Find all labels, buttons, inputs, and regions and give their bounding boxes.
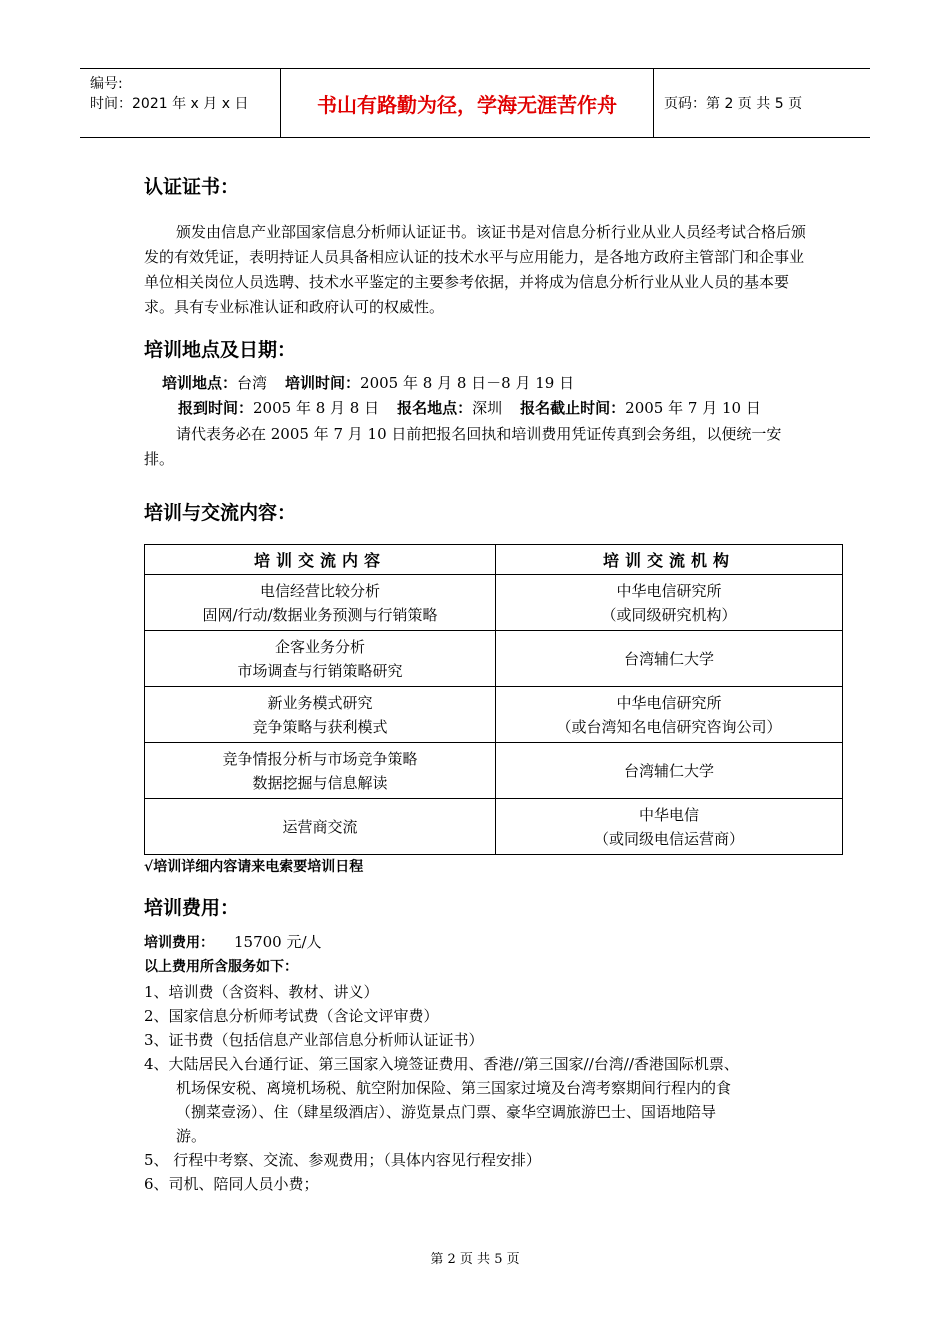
certificate-heading: 认证证书：: [144, 176, 240, 198]
document-header: [80, 68, 870, 138]
table-row: [145, 743, 843, 799]
deadline-label: 报名截止时间：: [520, 399, 626, 417]
table-row: [145, 799, 843, 855]
org-line: 台湾辅仁大学: [623, 649, 714, 668]
topic-line: 竞争情报分析与市场竞争策略: [222, 749, 418, 768]
topic-line: 市场调查与行销策略研究: [237, 661, 403, 680]
place-label: 培训地点：: [162, 374, 238, 392]
list-item: 3、证书费（包括信息产业部信息分析师认证证书）: [144, 1031, 484, 1049]
content-table: [144, 544, 843, 855]
table-header-row: [145, 545, 843, 575]
page-code-text: 页码：第 2 页 共 5 页: [664, 96, 803, 112]
table-row: [145, 631, 843, 687]
org-cell: [496, 687, 843, 743]
org-line: 中华电信研究所: [616, 693, 722, 712]
header-motto-cell: [281, 69, 654, 137]
org-line: （或台湾知名电信研究咨询公司）: [556, 717, 782, 736]
table-row: [145, 575, 843, 631]
fee-label: 培训费用：: [144, 935, 214, 951]
place-value: 台湾: [237, 374, 268, 392]
list-item: 5、 行程中考察、交流、参观费用；（具体内容见行程安排）: [144, 1151, 541, 1169]
content-heading: 培训与交流内容：: [144, 502, 297, 524]
org-cell: [496, 799, 843, 855]
header-page-code: [664, 69, 870, 137]
topic-line: 固网/行动/数据业务预测与行销策略: [202, 605, 438, 624]
topic-cell: [145, 799, 496, 855]
topic-line: 新业务模式研究: [267, 693, 373, 712]
topic-line: 数据挖掘与信息解读: [252, 773, 388, 792]
fee-line: [144, 931, 322, 952]
signup-place-label: 报名地点：: [397, 399, 473, 417]
topic-line: 企客业务分析: [274, 637, 365, 656]
topic-cell: [145, 575, 496, 631]
venue-line-2: [178, 397, 761, 418]
org-line: 中华电信: [638, 805, 699, 824]
list-item: 6、司机、陪同人员小费；: [144, 1175, 319, 1193]
org-cell: [496, 631, 843, 687]
time-label-venue: 培训时间：: [285, 374, 361, 392]
list-item: 2、国家信息分析师考试费（含论文评审费）: [144, 1007, 439, 1025]
org-cell: [496, 575, 843, 631]
list-item-continuation: （捌菜壹汤）、住（肆星级酒店）、游览景点门票、豪华空调旅游巴士、国语地陪导: [176, 1103, 717, 1121]
org-cell: [496, 743, 843, 799]
topic-cell: [145, 743, 496, 799]
time-label: 时间：2021 年 x 月 x 日: [90, 96, 249, 112]
venue-notice-text: 请代表务必在 2005 年 7 月 10 日前把报名回执和培训费用凭证传真到会务组，以便统一安排。: [144, 425, 782, 468]
header-meta: [80, 69, 281, 137]
topic-cell: [145, 687, 496, 743]
venue-heading: 培训地点及日期：: [144, 339, 297, 361]
number-label: 编号:: [90, 76, 123, 92]
topic-line: 电信经营比较分析: [259, 581, 380, 600]
org-line: （或同级电信运营商）: [593, 829, 744, 848]
org-line: （或同级研究机构）: [601, 605, 737, 624]
list-item: 1、培训费（含资料、教材、讲义）: [144, 983, 379, 1001]
list-item-continuation: 机场保安税、离境机场税、航空附加保险、第三国家过境及台湾考察期间行程内的食: [176, 1079, 732, 1097]
page-footer: 第 2 页 共 5 页: [430, 1252, 520, 1267]
signup-place-value: 深圳: [472, 399, 503, 417]
venue-notice: [144, 422, 808, 472]
time-value: 2005 年 8 月 8 日－8 月 19 日: [360, 374, 575, 392]
topic-cell: [145, 631, 496, 687]
header-motto: 书山有路勤为径，学海无涯苦作舟: [317, 92, 617, 117]
deadline-value: 2005 年 7 月 10 日: [625, 399, 761, 417]
column-header-org: 培训交流机构: [496, 545, 843, 575]
list-item: 4、大陆居民入台通行证、第三国家入境签证费用、香港//第三国家//台湾//香港国际机票、: [144, 1055, 739, 1073]
topic-line: 运营商交流: [282, 817, 358, 836]
column-header-content: 培训交流内容: [145, 545, 496, 575]
certificate-paragraph: [144, 220, 808, 320]
venue-line-1: [162, 372, 574, 393]
table-row: [145, 687, 843, 743]
topic-line: 竞争策略与获利模式: [252, 717, 388, 736]
org-line: 中华电信研究所: [616, 581, 722, 600]
fee-value: 15700 元/人: [234, 933, 322, 951]
schedule-note: √培训详细内容请来电索要培训日程: [144, 859, 364, 875]
fees-heading: 培训费用：: [144, 897, 240, 919]
list-item-continuation: 游。: [176, 1127, 207, 1145]
certificate-text: 颁发由信息产业部国家信息分析师认证证书。该证书是对信息分析行业从业人员经考试合格后颁发的有效凭证，表明持证人员具备相应认证的技术水平与应用能力，是各地方政府主管部门和企事业单位相关岗位人员选聘、技术水平鉴定的主要参考依据，并将成为信息分析行业从业人员的基本要求。具有专业标准认证和政府认可的权威性。: [144, 223, 807, 316]
services-list: [144, 980, 834, 1196]
services-label: 以上费用所含服务如下：: [144, 959, 298, 975]
report-label: 报到时间：: [178, 399, 254, 417]
report-value: 2005 年 8 月 8 日: [253, 399, 380, 417]
org-line: 台湾辅仁大学: [623, 761, 714, 780]
